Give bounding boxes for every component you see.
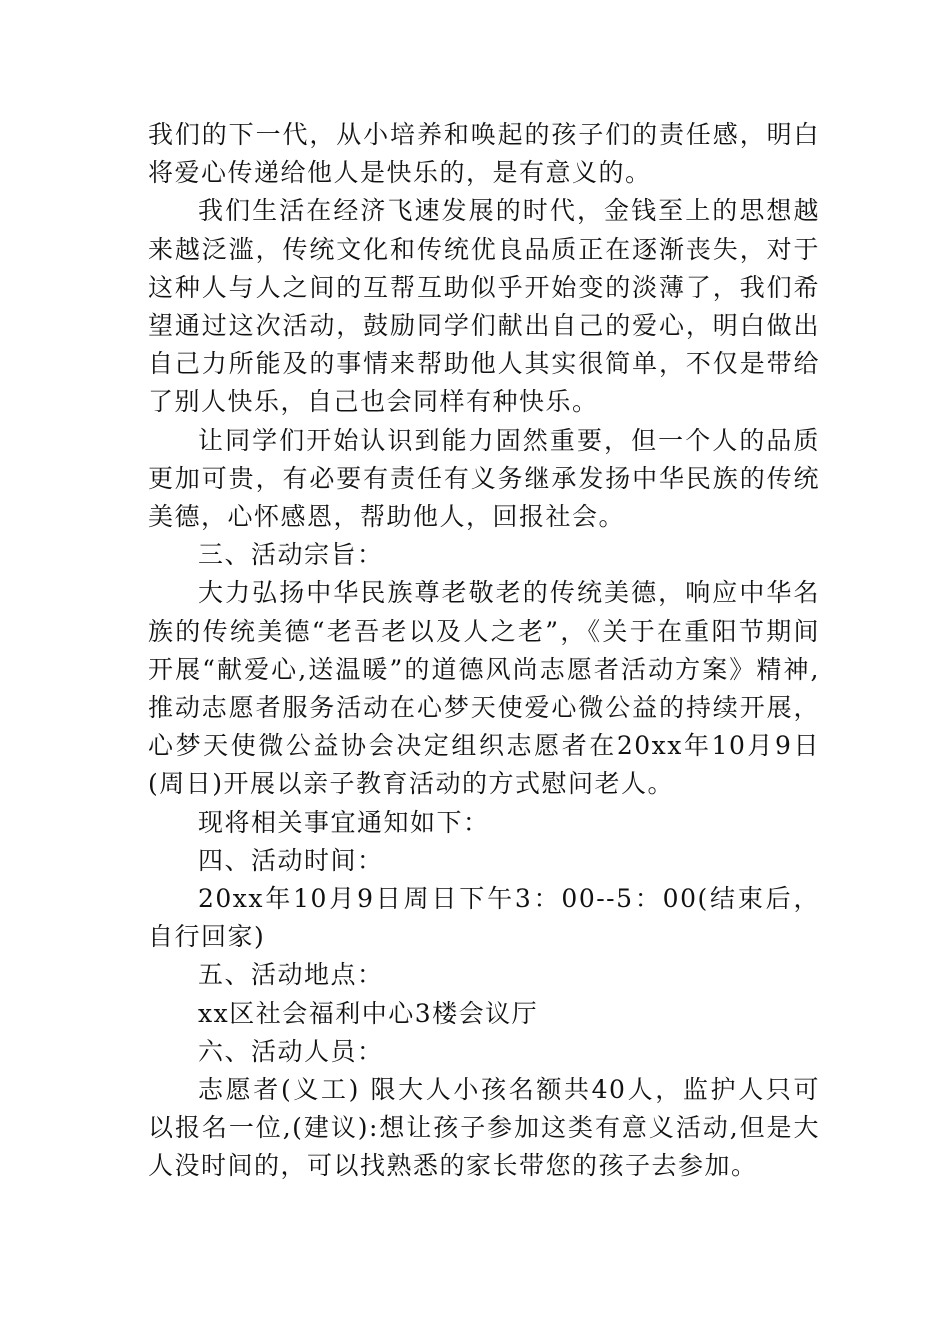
paragraph-participants: 志愿者(义工) 限大人小孩名额共40人，监护人只可以报名一位,(建议):想让孩子参加这类有意义活动,但是大人没时间的，可以找熟悉的家长带您的孩子去参加。	[148, 1075, 820, 1181]
section-heading-purpose: 三、活动宗旨：	[198, 540, 384, 570]
paragraph-background: 我们生活在经济飞速发展的时代，金钱至上的思想越来越泛滥，传统文化和传统优良品质正在逐渐丧失，对于这种人与人之间的互帮互助似乎开始变的淡薄了，我们希望通过这次活动，鼓励同学们献出自己的爱心，明白做出自己力所能及的事情来帮助他人其实很简单，不仅是带给了别人快乐，自己也会同样有种快乐。	[148, 196, 820, 417]
document-body	[148, 116, 820, 1186]
paragraph-goal: 让同学们开始认识到能力固然重要，但一个人的品质更加可贵，有必要有责任有义务继承发扬中华民族的传统美德，心怀感恩，帮助他人，回报社会。	[148, 425, 820, 532]
paragraph-purpose: 大力弘扬中华民族尊老敬老的传统美德，响应中华名族的传统美德“老吾老以及人之老”，《关于在重阳节期间开展“献爱心,送温暖”的道德风尚志愿者活动方案》精神,推动志愿者服务活动在心梦天使爱心微公益的持续开展，心梦天使微公益协会决定组织志愿者在20xx年10月9日(周日)开展以亲子教育活动的方式慰问老人。	[148, 578, 820, 799]
section-heading-time: 四、活动时间：	[198, 845, 384, 875]
paragraph-intro-continuation: 我们的下一代，从小培养和唤起的孩子们的责任感，明白将爱心传递给他人是快乐的，是有意义的。	[148, 120, 820, 188]
paragraph-location: xx区社会福利中心3楼会议厅	[198, 998, 539, 1028]
paragraph-notice: 现将相关事宜通知如下：	[198, 807, 490, 837]
paragraph-time: 20xx年10月9日周日下午3：00--5：00(结束后，自行回家)	[148, 884, 820, 952]
section-heading-participants: 六、活动人员：	[198, 1036, 384, 1066]
section-heading-location: 五、活动地点：	[198, 960, 384, 990]
